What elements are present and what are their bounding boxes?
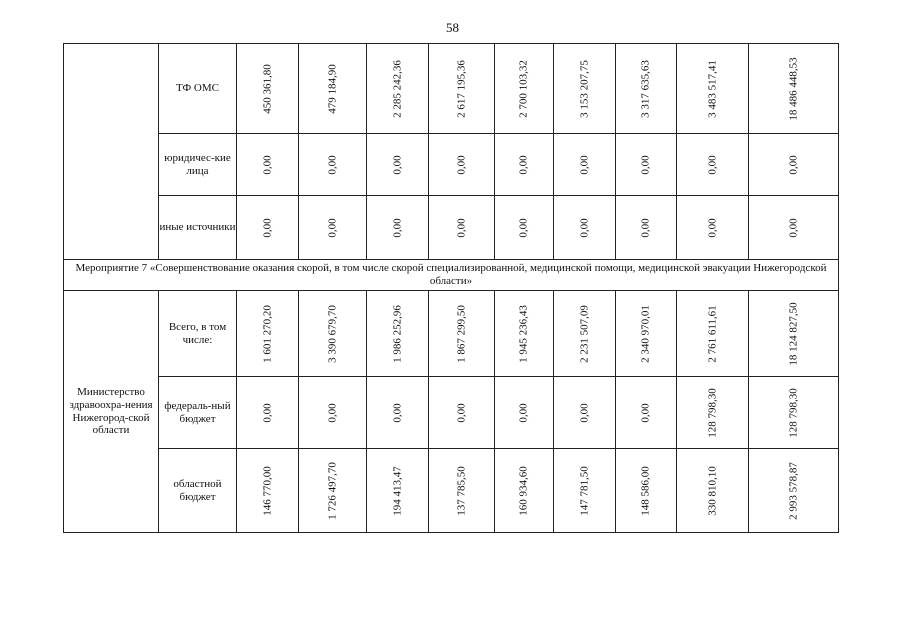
value-cell: 0,00 — [367, 134, 429, 196]
value-cell: 2 285 242,36 — [367, 44, 429, 134]
value-cell: 0,00 — [299, 196, 367, 260]
organization-cell: Министерство здравоохра-нения Нижегород-ской области — [64, 291, 159, 533]
value-cell: 1 945 236,43 — [495, 291, 554, 377]
value-cell: 194 413,47 — [367, 449, 429, 533]
value-cell: 0,00 — [677, 196, 749, 260]
funding-source: ТФ ОМС — [159, 44, 237, 134]
value-cell: 0,00 — [237, 196, 299, 260]
value-cell: 0,00 — [677, 134, 749, 196]
budget-table — [63, 43, 839, 533]
value-cell: 0,00 — [616, 134, 677, 196]
total-cell: 0,00 — [749, 196, 839, 260]
value-cell: 0,00 — [237, 134, 299, 196]
value-cell: 1 726 497,70 — [299, 449, 367, 533]
funding-source: федераль-ный бюджет — [159, 377, 237, 449]
value-cell: 479 184,90 — [299, 44, 367, 134]
value-cell: 0,00 — [495, 196, 554, 260]
value-cell: 2 700 103,32 — [495, 44, 554, 134]
total-cell: 2 993 578,87 — [749, 449, 839, 533]
value-cell: 330 810,10 — [677, 449, 749, 533]
table-row — [64, 196, 839, 260]
value-cell: 146 770,00 — [237, 449, 299, 533]
value-cell: 137 785,50 — [429, 449, 495, 533]
value-cell: 0,00 — [299, 377, 367, 449]
funding-source: иные источники — [159, 196, 237, 260]
funding-source: юридичес-кие лица — [159, 134, 237, 196]
page-number: 58 — [446, 20, 459, 35]
value-cell: 0,00 — [495, 377, 554, 449]
event-title: Мероприятие 7 «Совершенствование оказания скорой, в том числе скорой специализированной, медицинской помощи, медицинской эвакуации Нижегородской области» — [64, 260, 839, 291]
value-cell: 2 617 195,36 — [429, 44, 495, 134]
total-cell: 128 798,30 — [749, 377, 839, 449]
value-cell: 0,00 — [299, 134, 367, 196]
value-cell: 1 867 299,50 — [429, 291, 495, 377]
table-row — [64, 134, 839, 196]
table-row — [64, 449, 839, 533]
total-cell: 0,00 — [749, 134, 839, 196]
value-cell: 0,00 — [616, 196, 677, 260]
value-cell: 0,00 — [429, 134, 495, 196]
table-row — [64, 291, 839, 377]
event-row — [64, 260, 839, 291]
value-cell: 0,00 — [616, 377, 677, 449]
value-cell: 0,00 — [554, 377, 616, 449]
total-cell: 18 486 448,53 — [749, 44, 839, 134]
value-cell: 2 340 970,01 — [616, 291, 677, 377]
value-cell: 147 781,50 — [554, 449, 616, 533]
value-cell: 1 986 252,96 — [367, 291, 429, 377]
funding-source: Всего, в том числе: — [159, 291, 237, 377]
value-cell: 3 317 635,63 — [616, 44, 677, 134]
value-cell: 3 153 207,75 — [554, 44, 616, 134]
funding-source: областной бюджет — [159, 449, 237, 533]
table-row — [64, 44, 839, 134]
value-cell: 0,00 — [495, 134, 554, 196]
value-cell: 0,00 — [429, 196, 495, 260]
value-cell: 128 798,30 — [677, 377, 749, 449]
value-cell: 0,00 — [237, 377, 299, 449]
value-cell: 160 934,60 — [495, 449, 554, 533]
value-cell: 2 231 507,09 — [554, 291, 616, 377]
value-cell: 0,00 — [367, 377, 429, 449]
total-cell: 18 124 827,50 — [749, 291, 839, 377]
value-cell: 1 601 270,20 — [237, 291, 299, 377]
value-cell: 0,00 — [429, 377, 495, 449]
value-cell: 148 586,00 — [616, 449, 677, 533]
value-cell: 0,00 — [367, 196, 429, 260]
value-cell: 3 390 679,70 — [299, 291, 367, 377]
organization-cell — [64, 44, 159, 260]
value-cell: 0,00 — [554, 196, 616, 260]
table-row — [64, 377, 839, 449]
value-cell: 450 361,80 — [237, 44, 299, 134]
value-cell: 3 483 517,41 — [677, 44, 749, 134]
value-cell: 2 761 611,61 — [677, 291, 749, 377]
value-cell: 0,00 — [554, 134, 616, 196]
